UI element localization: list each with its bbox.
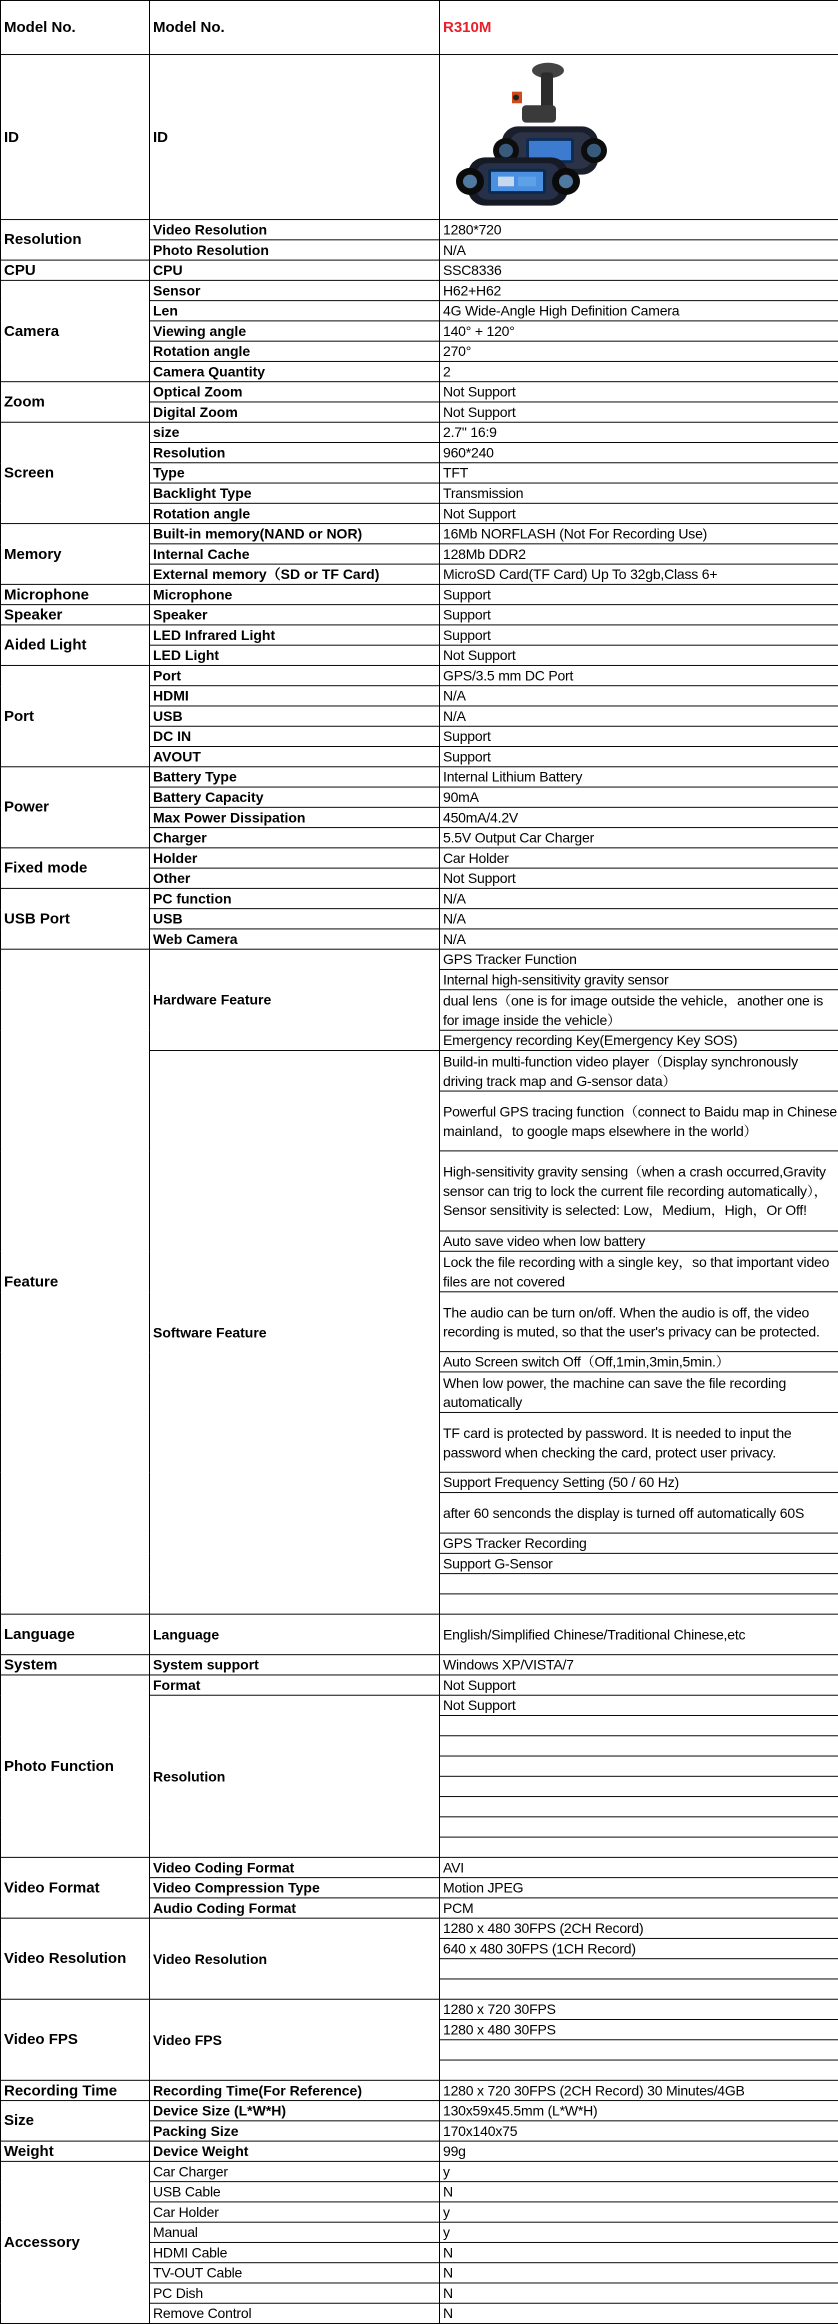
spec-label-video-compression-type: Video Compression Type	[150, 1878, 440, 1898]
spec-value: N	[440, 2242, 838, 2262]
spec-label-video-coding-format: Video Coding Format	[150, 1857, 440, 1877]
spec-label-format: Format	[150, 1675, 440, 1695]
spec-label-led-light: LED Light	[150, 645, 440, 665]
spec-value: 450mA/4.2V	[440, 807, 838, 827]
spec-label-device-size-l-w-h: Device Size (L*W*H)	[150, 2101, 440, 2121]
section-label-video-resolution: Video Resolution	[1, 1918, 150, 1999]
spec-value: TFT	[440, 463, 838, 483]
section-label-microphone: Microphone	[1, 584, 150, 604]
section-label-aided-light: Aided Light	[1, 625, 150, 666]
spec-value: y	[440, 2202, 838, 2222]
spec-row	[1, 1655, 838, 1675]
spec-row	[1, 280, 838, 300]
spec-value	[440, 1817, 838, 1837]
spec-value	[440, 1979, 838, 1999]
id-label: ID	[1, 55, 150, 220]
spec-label-pc-function: PC function	[150, 888, 440, 908]
spec-value	[440, 1736, 838, 1756]
spec-value: High-sensitivity gravity sensing（when a crash occurred,Gravity sensor can trig to lock the current file recording automatically），Sensor sensitivity is selected: Low，Medium，High，Or Off!	[440, 1151, 838, 1231]
spec-row	[1, 524, 838, 544]
spec-value: PCM	[440, 1898, 838, 1918]
spec-value: y	[440, 2161, 838, 2181]
spec-value: 1280 x 480 30FPS	[440, 2020, 838, 2040]
spec-value: GPS Tracker Recording	[440, 1533, 838, 1553]
spec-value: Lock the file recording with a single key，so that important video files are not covered	[440, 1251, 838, 1292]
spec-label-resolution: Resolution	[150, 443, 440, 463]
section-label-camera: Camera	[1, 280, 150, 381]
spec-value: English/Simplified Chinese/Traditional Chinese,etc	[440, 1614, 838, 1655]
spec-value: 270°	[440, 341, 838, 361]
spec-value: SSC8336	[440, 260, 838, 280]
section-label-memory: Memory	[1, 524, 150, 585]
spec-value	[440, 1756, 838, 1776]
spec-label-software-feature: Software Feature	[150, 1051, 440, 1615]
spec-value	[440, 1959, 838, 1979]
spec-label-dc-in: DC IN	[150, 726, 440, 746]
section-label-weight: Weight	[1, 2141, 150, 2161]
spec-value: 130x59x45.5mm (L*W*H)	[440, 2101, 838, 2121]
spec-label-pc-dish: PC Dish	[150, 2283, 440, 2303]
spec-value: Support G-Sensor	[440, 1553, 838, 1573]
spec-value: 5.5V Output Car Charger	[440, 828, 838, 848]
spec-label-len: Len	[150, 301, 440, 321]
spec-row	[1, 848, 838, 868]
spec-value: N/A	[440, 909, 838, 929]
spec-label-avout: AVOUT	[150, 747, 440, 767]
spec-value: N/A	[440, 686, 838, 706]
spec-label-rotation-angle: Rotation angle	[150, 341, 440, 361]
spec-label-other: Other	[150, 868, 440, 888]
spec-value: Not Support	[440, 868, 838, 888]
spec-value	[440, 1797, 838, 1817]
spec-row	[1, 422, 838, 442]
spec-row	[1, 1857, 838, 1877]
spec-value: 1280 x 720 30FPS	[440, 1999, 838, 2019]
spec-label-battery-type: Battery Type	[150, 767, 440, 787]
spec-label-size: size	[150, 422, 440, 442]
section-label-feature: Feature	[1, 949, 150, 1614]
spec-value: AVI	[440, 1857, 838, 1877]
spec-value: dual lens（one is for image outside the vehicle，another one is for image inside the vehicle）	[440, 990, 838, 1031]
spec-value: 99g	[440, 2141, 838, 2161]
spec-value: TF card is protected by password. It is needed to input the password when checking the card, protect user privacy.	[440, 1412, 838, 1472]
spec-value: N	[440, 2303, 838, 2323]
section-label-fixed-mode: Fixed mode	[1, 848, 150, 889]
spec-value	[440, 1715, 838, 1735]
spec-value: Not Support	[440, 382, 838, 402]
spec-value: Emergency recording Key(Emergency Key SOS)	[440, 1030, 838, 1050]
spec-label-holder: Holder	[150, 848, 440, 868]
id-label-2: ID	[150, 55, 440, 220]
spec-value: When low power, the machine can save the file recording automatically	[440, 1372, 838, 1413]
spec-label-speaker: Speaker	[150, 605, 440, 625]
spec-row	[1, 1614, 838, 1655]
spec-value: Not Support	[440, 1675, 838, 1695]
spec-value	[440, 2040, 838, 2060]
spec-value: 2.7" 16:9	[440, 422, 838, 442]
spec-value	[440, 1594, 838, 1614]
spec-value: Motion JPEG	[440, 1878, 838, 1898]
spec-row	[1, 220, 838, 240]
spec-value: N	[440, 2263, 838, 2283]
spec-value: Support	[440, 625, 838, 645]
spec-label-device-weight: Device Weight	[150, 2141, 440, 2161]
spec-label-optical-zoom: Optical Zoom	[150, 382, 440, 402]
model-number: R310M	[440, 0, 838, 54]
spec-value	[440, 1776, 838, 1796]
spec-label-external-memory-sd-or-tf-card: External memory（SD or TF Card)	[150, 564, 440, 584]
section-label-cpu: CPU	[1, 260, 150, 280]
spec-value: Support	[440, 605, 838, 625]
dashcam-photo	[440, 55, 836, 214]
section-label-resolution: Resolution	[1, 220, 150, 261]
spec-label-led-infrared-light: LED Infrared Light	[150, 625, 440, 645]
spec-value: 4G Wide-Angle High Definition Camera	[440, 301, 838, 321]
spec-row	[1, 1675, 838, 1695]
spec-value: GPS Tracker Function	[440, 949, 838, 969]
spec-value: The audio can be turn on/off. When the audio is off, the video recording is muted, so that the user's privacy can be protected.	[440, 1292, 838, 1352]
spec-value: 170x140x75	[440, 2121, 838, 2141]
section-label-zoom: Zoom	[1, 382, 150, 423]
spec-value: 960*240	[440, 443, 838, 463]
spec-row	[1, 888, 838, 908]
spec-value: N/A	[440, 706, 838, 726]
spec-value: Support	[440, 747, 838, 767]
section-label-power: Power	[1, 767, 150, 848]
spec-row	[1, 767, 838, 787]
header-model-label: Model No.	[1, 0, 150, 54]
spec-label-max-power-dissipation: Max Power Dissipation	[150, 807, 440, 827]
spec-label-type: Type	[150, 463, 440, 483]
spec-label-audio-coding-format: Audio Coding Format	[150, 1898, 440, 1918]
section-label-port: Port	[1, 665, 150, 766]
spec-label-video-resolution: Video Resolution	[150, 1918, 440, 1999]
spec-label-tv-out-cable: TV-OUT Cable	[150, 2263, 440, 2283]
id-row	[1, 55, 838, 220]
spec-value: Support	[440, 584, 838, 604]
spec-value: Internal high-sensitivity gravity sensor	[440, 969, 838, 989]
spec-value	[440, 1574, 838, 1594]
spec-value: N	[440, 2283, 838, 2303]
section-label-photo-function: Photo Function	[1, 1675, 150, 1857]
section-label-recording-time: Recording Time	[1, 2080, 150, 2100]
spec-value: 16Mb NORFLASH (Not For Recording Use)	[440, 524, 838, 544]
spec-value: after 60 senconds the display is turned off automatically 60S	[440, 1493, 838, 1534]
spec-label-car-charger: Car Charger	[150, 2161, 440, 2181]
spec-row	[1, 1999, 838, 2019]
spec-row	[1, 2101, 838, 2121]
header-model-label-2: Model No.	[150, 0, 440, 54]
spec-label-web-camera: Web Camera	[150, 929, 440, 949]
spec-label-photo-resolution: Photo Resolution	[150, 240, 440, 260]
spec-row	[1, 2080, 838, 2100]
spec-row	[1, 2161, 838, 2181]
section-label-speaker: Speaker	[1, 605, 150, 625]
spec-label-resolution: Resolution	[150, 1695, 440, 1857]
spec-row	[1, 260, 838, 280]
spec-value: Auto save video when low battery	[440, 1231, 838, 1251]
spec-row	[1, 625, 838, 645]
spec-value: Not Support	[440, 1695, 838, 1715]
spec-label-remove-control: Remove Control	[150, 2303, 440, 2323]
spec-label-hdmi: HDMI	[150, 686, 440, 706]
spec-label-packing-size: Packing Size	[150, 2121, 440, 2141]
section-label-size: Size	[1, 2101, 150, 2142]
spec-label-backlight-type: Backlight Type	[150, 483, 440, 503]
spec-label-hardware-feature: Hardware Feature	[150, 949, 440, 1050]
spec-label-microphone: Microphone	[150, 584, 440, 604]
spec-value: MicroSD Card(TF Card) Up To 32gb,Class 6+	[440, 564, 838, 584]
spec-row	[1, 605, 838, 625]
spec-value: 128Mb DDR2	[440, 544, 838, 564]
spec-label-language: Language	[150, 1614, 440, 1655]
spec-label-video-resolution: Video Resolution	[150, 220, 440, 240]
spec-value: 140° + 120°	[440, 321, 838, 341]
spec-label-rotation-angle: Rotation angle	[150, 503, 440, 523]
spec-value: GPS/3.5 mm DC Port	[440, 665, 838, 685]
spec-label-usb: USB	[150, 909, 440, 929]
spec-label-recording-time-for-reference: Recording Time(For Reference)	[150, 2080, 440, 2100]
spec-value: Internal Lithium Battery	[440, 767, 838, 787]
spec-value: Auto Screen switch Off（Off,1min,3min,5min.）	[440, 1352, 838, 1372]
spec-value: 640 x 480 30FPS (1CH Record)	[440, 1938, 838, 1958]
spec-value: 1280*720	[440, 220, 838, 240]
section-label-language: Language	[1, 1614, 150, 1655]
spec-label-cpu: CPU	[150, 260, 440, 280]
spec-label-usb-cable: USB Cable	[150, 2182, 440, 2202]
spec-label-internal-cache: Internal Cache	[150, 544, 440, 564]
spec-label-video-fps: Video FPS	[150, 1999, 440, 2080]
spec-value: 1280 x 480 30FPS (2CH Record)	[440, 1918, 838, 1938]
spec-value: N/A	[440, 888, 838, 908]
spec-label-built-in-memory-nand-or-nor: Built-in memory(NAND or NOR)	[150, 524, 440, 544]
spec-label-charger: Charger	[150, 828, 440, 848]
spec-value: Support	[440, 726, 838, 746]
spec-value	[440, 1837, 838, 1857]
spec-row	[1, 1918, 838, 1938]
spec-value: 90mA	[440, 787, 838, 807]
spec-value: Powerful GPS tracing function（connect to Baidu map in Chinese mainland，to google maps elsewhere in the world）	[440, 1091, 838, 1151]
spec-value: N/A	[440, 240, 838, 260]
spec-value: y	[440, 2222, 838, 2242]
spec-value: Not Support	[440, 645, 838, 665]
section-label-screen: Screen	[1, 422, 150, 523]
spec-row	[1, 382, 838, 402]
spec-value: 2	[440, 361, 838, 381]
spec-label-sensor: Sensor	[150, 280, 440, 300]
spec-row	[1, 2141, 838, 2161]
spec-label-viewing-angle: Viewing angle	[150, 321, 440, 341]
spec-value	[440, 2060, 838, 2080]
spec-label-digital-zoom: Digital Zoom	[150, 402, 440, 422]
spec-label-camera-quantity: Camera Quantity	[150, 361, 440, 381]
spec-label-usb: USB	[150, 706, 440, 726]
section-label-usb-port: USB Port	[1, 888, 150, 949]
section-label-video-format: Video Format	[1, 1857, 150, 1918]
spec-label-system-support: System support	[150, 1655, 440, 1675]
spec-value: Not Support	[440, 402, 838, 422]
spec-row	[1, 665, 838, 685]
spec-value: H62+H62	[440, 280, 838, 300]
spec-value: Not Support	[440, 503, 838, 523]
section-label-video-fps: Video FPS	[1, 1999, 150, 2080]
spec-label-battery-capacity: Battery Capacity	[150, 787, 440, 807]
spec-value: Transmission	[440, 483, 838, 503]
section-label-accessory: Accessory	[1, 2161, 150, 2323]
section-label-system: System	[1, 1655, 150, 1675]
spec-value: 1280 x 720 30FPS (2CH Record) 30 Minutes/4GB	[440, 2080, 838, 2100]
spec-value: N/A	[440, 929, 838, 949]
spec-label-manual: Manual	[150, 2222, 440, 2242]
spec-label-hdmi-cable: HDMI Cable	[150, 2242, 440, 2262]
spec-value: Support Frequency Setting (50 / 60 Hz)	[440, 1472, 838, 1492]
spec-value: Windows XP/VISTA/7	[440, 1655, 838, 1675]
header-row	[1, 0, 838, 54]
spec-row	[1, 949, 838, 969]
spec-value: N	[440, 2182, 838, 2202]
product-photo-cell	[440, 55, 838, 220]
spec-value: Car Holder	[440, 848, 838, 868]
spec-label-car-holder: Car Holder	[150, 2202, 440, 2222]
spec-value: Build-in multi-function video player（Display synchronously driving track map and G-sensor data）	[440, 1051, 838, 1092]
spec-row	[1, 584, 838, 604]
spec-label-port: Port	[150, 665, 440, 685]
